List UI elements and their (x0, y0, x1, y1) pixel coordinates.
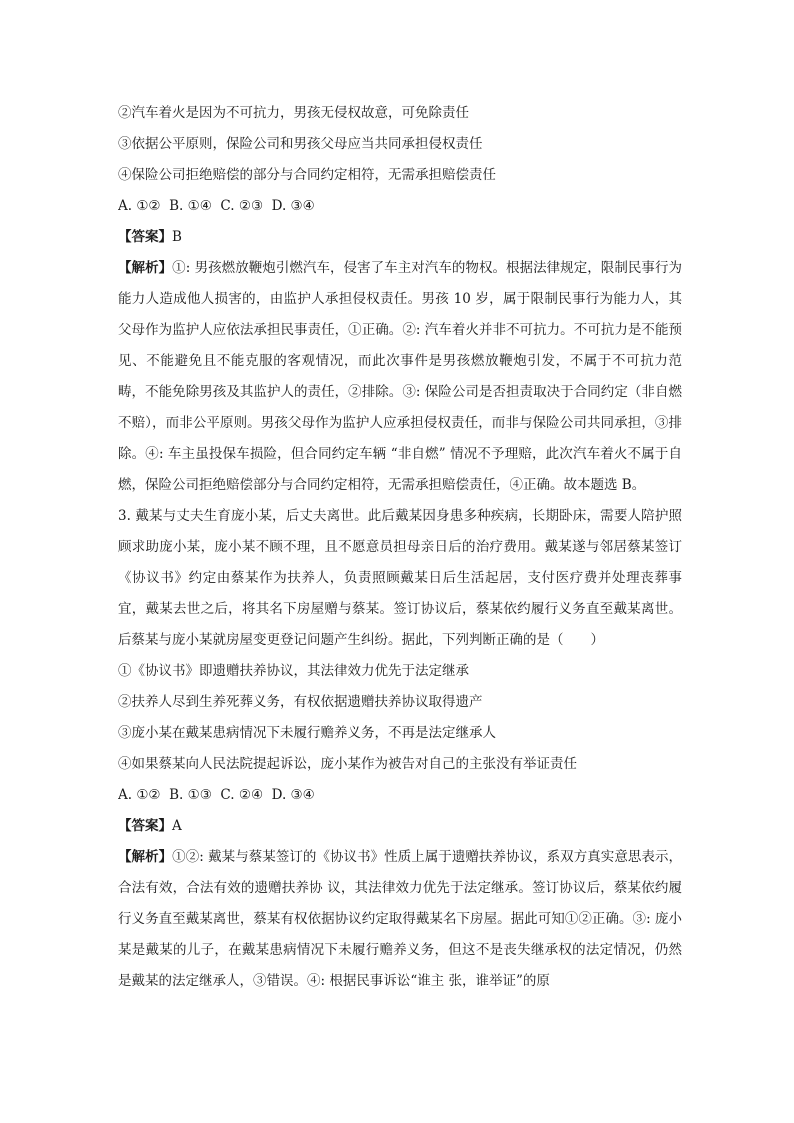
q3-option-3: ③庞小某在戴某患病情况下未履行赡养义务，不再是法定继承人 (118, 725, 496, 741)
q3-option-4: ④如果蔡某向人民法院提起诉讼，庞小某作为被告对自己的主张没有举证责任 (118, 756, 577, 772)
answer-label: 【答案】 (118, 229, 172, 245)
q3-answer (118, 811, 682, 842)
q2-choices: A. ①② B. ①④ C. ②③ D. ③④ (118, 198, 315, 214)
q3-option-1: ①《协议书》即遗赠扶养协议，其法律效力优先于法定继承 (118, 663, 469, 679)
q2-answer (118, 222, 682, 253)
q3-analysis (118, 842, 682, 997)
answer-label: 【答案】 (118, 818, 172, 834)
q3-option-2: ②扶养人尽到生养死葬义务，有权依据遗赠扶养协议取得遗产 (118, 694, 483, 710)
analysis-text: ①②: 戴某与蔡某签订的《协议书》性质上属于遗赠扶养协议，系双方真实意思表示，合法有效，合法有效的遗赠扶养协 议，其法律效力优先于法定继承。签订协议后，蔡某依约履行义务直至戴某离世，蔡某有权依据协议约定取得戴某名下房屋。据此可知①②正确。③: 庞小某是戴某的儿子，在戴某患病情况下未履行赡养义务，但这不是丧失继承权的法定情况，仍然是戴某的法定继承人，③错误。④: 根据民事诉讼“谁主 张，谁举证”的原 (118, 849, 683, 989)
q3-choices: A. ①② B. ①③ C. ②④ D. ③④ (118, 787, 315, 803)
answer-value: A (172, 818, 182, 834)
analysis-label: 【解析】 (118, 260, 173, 276)
q2-analysis (118, 253, 682, 501)
q2-option-3: ③依据公平原则，保险公司和男孩父母应当共同承担侵权责任 (118, 136, 483, 152)
answer-value: B (172, 229, 182, 245)
q3-stem: 3. 戴某与丈夫生育庞小某，后丈夫离世。此后戴某因身患多种疾病，长期卧床，需要人陪护照顾求助庞小某，庞小某不顾不理，且不愿意员担母亲日后的治疗费用。戴某遂与邻居蔡某签订《协议书》约定由蔡某作为扶养人，负责照顾戴某日后生活起居，支付医疗费并处理丧葬事宜，戴某去世之后，将其名下房屋赠与蔡某。签订协议后，蔡某依约履行义务直至戴某离世。后蔡某与庞小某就房屋变更登记问题产生纠纷。据此，下列判断正确的是（ ） (118, 508, 682, 648)
q2-option-2: ②汽车着火是因为不可抗力，男孩无侵权故意，可免除责任 (118, 105, 469, 121)
analysis-text: ①: 男孩燃放鞭炮引燃汽车，侵害了车主对汽车的物权。根据法律规定，限制民事行为能力人造成他人损害的，由监护人承担侵权责任。男孩 10 岁，属于限制民事行为能力人，其父母作为监护人应依法承担民事责任，①正确。②: 汽车着火并非不可抗力。不可抗力是不能预见、不能避免且不能克服的客观情况，而此次事件是男孩燃放鞭炮引发，不属于不可抗力范畴，不能免除男孩及其监护人的责任，②排除。③: 保险公司是否担责取决于合同约定（非自燃不赔），而非公平原则。男孩父母作为监护人应承担侵权责任，而非与保险公司共同承担，③排除。④: 车主虽投保车损险，但合同约定车辆 “非自燃” 情况不予理赔，此次汽车着火不属于自燃，保险公司拒绝赔偿部分与合同约定相符，无需承担赔偿责任，④正确。故本题选 B。 (118, 260, 683, 493)
q2-option-4: ④保险公司拒绝赔偿的部分与合同约定相符，无需承担赔偿责任 (118, 167, 496, 183)
analysis-label: 【解析】 (118, 849, 173, 865)
document-page (118, 98, 682, 997)
